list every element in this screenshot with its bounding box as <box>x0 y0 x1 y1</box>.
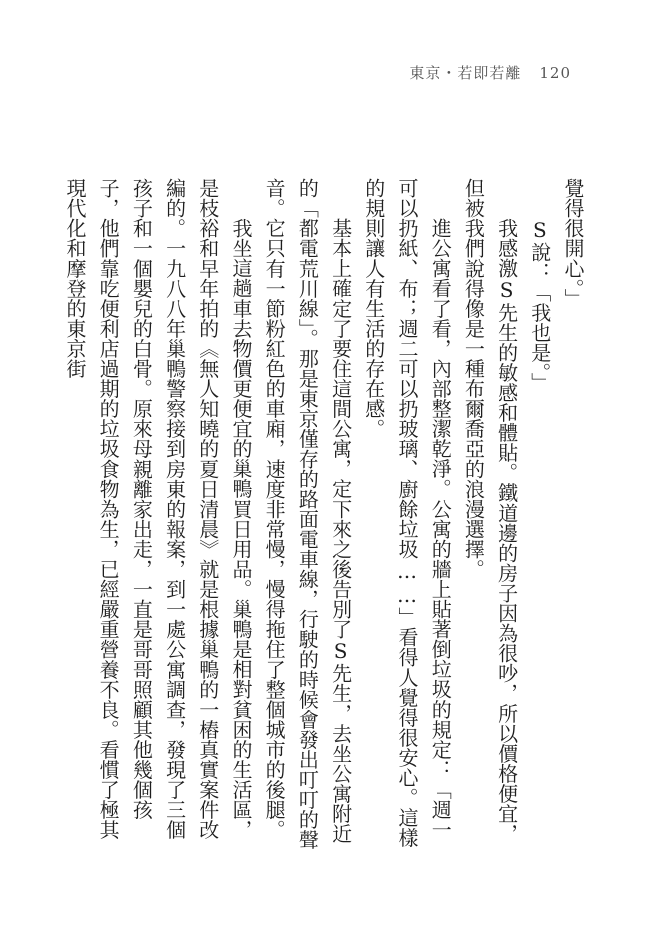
paragraph-1: 覺得很開心。」 <box>561 178 585 309</box>
body-text <box>59 178 589 850</box>
paragraph-4: 進公寓看了看，內部整潔乾淨。公寓的牆上貼著倒垃圾的規定：「週一可以扔紙、布；週二可以扔玻璃、廚餘垃圾……」看得人覺得很安心。這樣的規則讓人有生活的存在感。 <box>361 178 453 848</box>
paragraph-2: S說：「我也是。」 <box>527 218 552 393</box>
paragraph-3: 我感激S先生的敏感和體貼。鐵道邊的房子因為很吵，所以價格便宜，但被我們說得像是一種布爾喬亞的浪漫選擇。 <box>461 178 519 844</box>
book-title: 東京・若即若離 <box>409 64 522 82</box>
paragraph-6: 我坐這趟車去物價更便宜的巢鴨買日用品。巢鴨是相對貧困的生活區，是枝裕和早年拍的《無人知曉的夏日清晨》就是根據巢鴨的一樁真實案件改編的。一九八八年巢鴨警察接到房東的報案，到一處公寓調查，發現了三個孩子和一個嬰兒的白骨。原來母親離家出走，一直是哥哥照顧其他幾個孩子，他們靠吃便利店過期的垃圾食物為生，已經嚴重營養不良。看慣了極其現代化和摩登的東京街 <box>62 178 253 840</box>
paragraph-5: 基本上確定了要住這間公寓，定下來之後告別了S先生，去坐公寓附近的「都電荒川線」。那是東京僅存的路面電車線，行駛的時候會發出叮叮的聲音。它只有一節粉紅色的車廂，速度非常慢，慢得拖住了整個城市的後腿。 <box>262 178 353 850</box>
page-number: 120 <box>539 64 571 82</box>
running-header <box>409 62 571 83</box>
